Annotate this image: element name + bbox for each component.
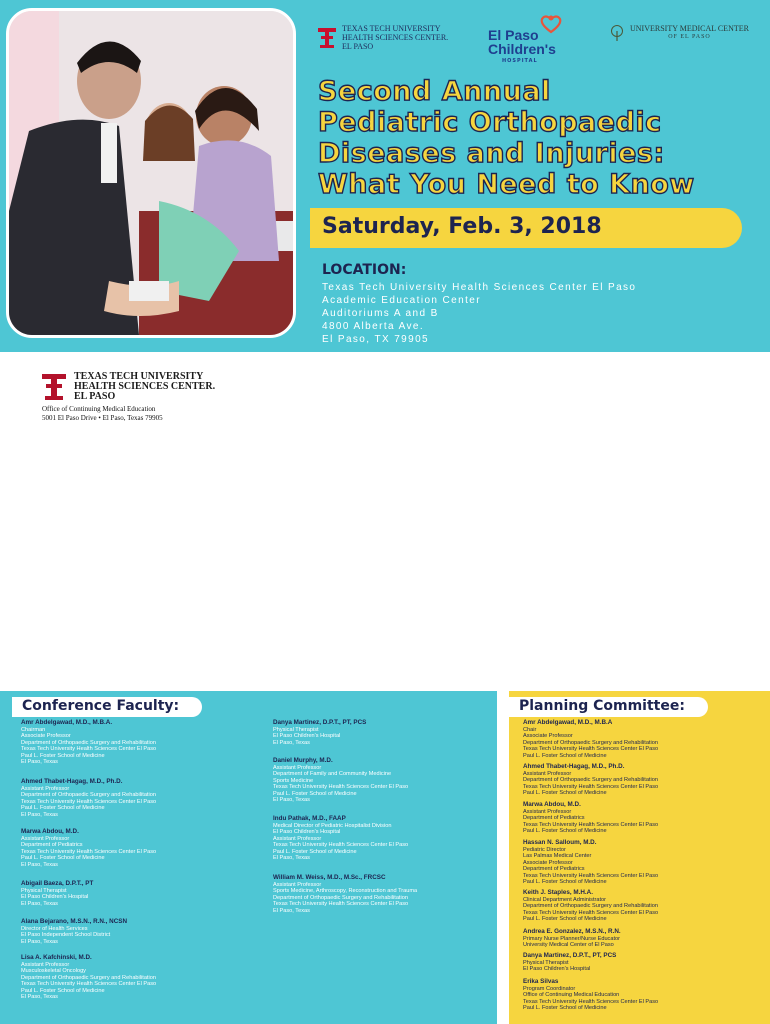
member-name: Amr Abdelgawad, M.D., M.B.A. [21, 719, 113, 726]
member-detail: El Paso Independent School District [21, 932, 111, 939]
location-line: Academic Education Center [322, 295, 481, 306]
faculty-heading-tab [12, 697, 202, 717]
member-detail: Department of Pediatrics [21, 842, 83, 849]
member-detail: Paul L. Foster School of Medicine [523, 1005, 607, 1012]
title-line: Second Annual [318, 76, 551, 107]
member-detail: El Paso, Texas [21, 861, 58, 868]
faculty-member [21, 778, 256, 818]
member-detail: Chairman [21, 727, 46, 733]
location-line: Auditoriums A and B [322, 308, 439, 319]
committee-member [523, 801, 763, 835]
member-detail: Texas Tech University Health Sciences Center El Paso [21, 981, 157, 988]
member-detail: Paul L. Foster School of Medicine [273, 790, 357, 797]
member-detail: Texas Tech University Health Sciences Center El Paso [523, 998, 659, 1005]
member-detail: Paul L. Foster School of Medicine [523, 752, 607, 759]
member-detail: El Paso, Texas [21, 938, 58, 945]
committee-member [523, 889, 763, 923]
location-line: Texas Tech University Health Sciences Center El Paso [322, 282, 637, 293]
committee-member [523, 719, 763, 759]
member-name: Ahmed Thabet-Hagag, M.D., Ph.D. [21, 778, 123, 785]
umc-logo-line: OF EL PASO [668, 34, 711, 40]
member-detail: El Paso, Texas [21, 759, 58, 766]
member-detail: Assistant Professor [21, 962, 70, 968]
member-detail: Texas Tech University Health Sciences Center El Paso [523, 821, 659, 828]
childrens-logo-sub: HOSPITAL [502, 58, 538, 64]
member-detail: Texas Tech University Health Sciences Center El Paso [523, 746, 659, 753]
planning-heading-tab [509, 697, 708, 717]
ttu-logo-line: TEXAS TECH UNIVERSITY [342, 24, 441, 33]
member-detail: Department of Orthopaedic Surgery and Rehabilitation [523, 739, 658, 746]
member-detail: Paul L. Foster School of Medicine [21, 855, 105, 862]
committee-member [523, 763, 763, 797]
member-detail: El Paso, Texas [273, 739, 310, 746]
member-detail: Chair [523, 727, 537, 733]
member-detail: Department of Orthopaedic Surgery and Rehabilitation [21, 974, 156, 981]
member-name: Indu Pathak, M.D., FAAP [273, 815, 346, 822]
member-detail: Department of Orthopaedic Surgery and Rehabilitation [273, 894, 408, 901]
member-detail: Texas Tech University Health Sciences Center El Paso [523, 783, 659, 790]
member-detail: Texas Tech University Health Sciences Center El Paso [273, 842, 409, 849]
member-name: Danya Martinez, D.P.T., PT, PCS [523, 952, 617, 959]
member-name: Marwa Abdou, M.D. [523, 801, 581, 808]
member-name: Alana Bejarano, M.S.N., R.N., NCSN [21, 918, 128, 925]
doctor-child-photo-illustration [9, 11, 293, 335]
tree-icon [610, 25, 624, 41]
member-name: Lisa A. Kafchinski, M.D. [21, 954, 92, 961]
double-t-icon [318, 28, 336, 48]
committee-member [523, 839, 763, 885]
committee-member [523, 928, 763, 949]
committee-member [523, 952, 763, 973]
member-name: Andrea E. Gonzalez, M.S.N., R.N. [523, 928, 621, 935]
faculty-heading: Conference Faculty: [22, 698, 180, 714]
member-detail: Physical Therapist [21, 888, 67, 894]
member-detail: University Medical Center of El Paso [523, 942, 614, 949]
member-detail: El Paso, Texas [21, 811, 58, 818]
faculty-member [273, 719, 493, 746]
member-detail: Texas Tech University Health Sciences Center El Paso [21, 848, 157, 855]
committee-member [523, 978, 763, 1012]
faculty-member [21, 954, 256, 1000]
member-detail: El Paso, Texas [273, 855, 310, 862]
member-detail: Medical Director of Pediatric Hospitalist Division [273, 823, 392, 829]
member-detail: Sports Medicine [273, 777, 314, 784]
member-detail: Assistant Professor [273, 835, 322, 842]
member-name: Erika Silvas [523, 978, 559, 985]
faculty-member [21, 719, 256, 765]
office-address: 5001 El Paso Drive • El Paso, Texas 79905 [42, 414, 163, 422]
member-detail: Assistant Professor [273, 882, 322, 888]
return-logo-line: TEXAS TECH UNIVERSITY [74, 371, 204, 382]
member-detail: Assistant Professor [21, 836, 70, 842]
location-line: 4800 Alberta Ave. [322, 321, 425, 332]
member-detail: Department of Orthopaedic Surgery and Rehabilitation [21, 739, 156, 746]
childrens-logo-line: Children's [488, 41, 556, 57]
member-name: Daniel Murphy, M.D. [273, 757, 333, 764]
member-detail: Sports Medicine, Arthroscopy, Reconstruction and Trauma [273, 888, 418, 895]
return-address-logo [42, 372, 215, 402]
member-detail: Primary Nurse Planner/Nurse Educator [523, 936, 620, 942]
hero-photo [6, 8, 296, 338]
ttu-logo-line: HEALTH SCIENCES CENTER. [342, 33, 449, 42]
member-detail: Paul L. Foster School of Medicine [523, 828, 607, 835]
ttu-hsc-logo [318, 24, 448, 51]
location-line: El Paso, TX 79905 [322, 334, 430, 345]
umc-logo [610, 24, 749, 42]
date-bar [310, 208, 742, 248]
member-detail: Assistant Professor [523, 809, 572, 815]
member-detail: Assistant Professor [523, 771, 572, 777]
member-detail: Department of Orthopaedic Surgery and Rehabilitation [523, 903, 658, 910]
member-detail: Paul L. Foster School of Medicine [21, 987, 105, 994]
el-paso-childrens-logo [488, 14, 578, 64]
member-detail: Las Palmas Medical Center [523, 853, 592, 860]
member-detail: Assistant Professor [21, 786, 70, 792]
member-detail: Clinical Department Administrator [523, 897, 607, 903]
member-name: Abigail Baeza, D.P.T., PT [21, 880, 94, 887]
member-detail: Department of Family and Community Medicine [273, 771, 392, 778]
member-detail: Associate Professor [21, 733, 71, 740]
member-detail: Department of Orthopaedic Surgery and Rehabilitation [21, 792, 156, 799]
title-line: Diseases and Injuries: [318, 138, 665, 169]
childrens-logo-line: El Paso [488, 27, 539, 43]
member-detail: Assistant Professor [273, 765, 322, 771]
title-line: Pediatric Orthopaedic [318, 107, 662, 138]
member-detail: Department of Pediatrics [523, 866, 585, 873]
event-date: Saturday, Feb. 3, 2018 [322, 214, 602, 239]
event-title [318, 76, 758, 200]
member-detail: Texas Tech University Health Sciences Center El Paso [523, 909, 659, 916]
member-detail: Texas Tech University Health Sciences Center El Paso [273, 784, 409, 791]
return-logo-line: EL PASO [74, 391, 116, 402]
member-detail: Associate Professor [523, 859, 573, 866]
member-name: Amr Abdelgawad, M.D., M.B.A [523, 719, 613, 726]
member-detail: Program Coordinator [523, 986, 576, 992]
office-name: Office of Continuing Medical Education [42, 405, 156, 413]
return-address [42, 405, 163, 423]
member-detail: Texas Tech University Health Sciences Center El Paso [273, 901, 409, 908]
member-detail: Paul L. Foster School of Medicine [523, 879, 607, 886]
member-detail: El Paso Children's Hospital [273, 733, 341, 740]
faculty-member [21, 918, 256, 945]
faculty-member [21, 828, 256, 868]
member-detail: Department of Pediatrics [523, 815, 585, 822]
faculty-member [273, 757, 493, 803]
member-detail: Pediatric Director [523, 847, 566, 853]
member-detail: Paul L. Foster School of Medicine [273, 848, 357, 855]
member-name: Hassan N. Salloum, M.D. [523, 839, 597, 846]
member-detail: El Paso Children's Hospital [273, 829, 341, 836]
member-detail: Musculoskeletal Oncology [21, 968, 86, 975]
faculty-member [273, 874, 493, 914]
member-detail: Physical Therapist [523, 960, 569, 966]
return-logo-line: HEALTH SCIENCES CENTER. [74, 381, 216, 392]
member-detail: Texas Tech University Health Sciences Center El Paso [21, 746, 157, 753]
member-detail: El Paso Children's Hospital [523, 966, 591, 973]
member-detail: Department of Orthopaedic Surgery and Rehabilitation [523, 777, 658, 784]
member-name: William M. Weiss, M.D., M.Sc., FRCSC [273, 874, 386, 881]
member-detail: Office of Continuing Medical Education [523, 992, 620, 999]
planning-heading: Planning Committee: [519, 698, 685, 714]
member-detail: Paul L. Foster School of Medicine [523, 790, 607, 797]
member-detail: Associate Professor [523, 733, 573, 740]
umc-logo-line: UNIVERSITY MEDICAL CENTER [630, 24, 749, 33]
member-name: Marwa Abdou, M.D. [21, 828, 79, 835]
member-detail: El Paso, Texas [273, 907, 310, 914]
member-detail: Texas Tech University Health Sciences Center El Paso [523, 872, 659, 879]
member-detail: Texas Tech University Health Sciences Center El Paso [21, 798, 157, 805]
member-detail: El Paso, Texas [21, 900, 58, 907]
ttu-logo-line: EL PASO [342, 42, 374, 51]
member-name: Ahmed Thabet-Hagag, M.D., Ph.D. [523, 763, 625, 770]
member-detail: El Paso, Texas [273, 797, 310, 804]
member-detail: Paul L. Foster School of Medicine [21, 752, 105, 759]
member-detail: Paul L. Foster School of Medicine [523, 916, 607, 923]
member-detail: Physical Therapist [273, 727, 319, 733]
faculty-member [273, 815, 493, 861]
member-name: Danya Martinez, D.P.T., PT, PCS [273, 719, 367, 726]
member-detail: El Paso, Texas [21, 994, 58, 1001]
member-detail: Director of Health Services [21, 926, 88, 932]
double-t-icon [42, 374, 66, 400]
faculty-member [21, 880, 256, 907]
title-line: What You Need to Know [318, 169, 695, 200]
member-detail: El Paso Children's Hospital [21, 894, 89, 901]
location-heading: LOCATION: [322, 262, 407, 278]
member-detail: Paul L. Foster School of Medicine [21, 805, 105, 812]
member-name: Keith J. Staples, M.H.A. [523, 889, 593, 896]
